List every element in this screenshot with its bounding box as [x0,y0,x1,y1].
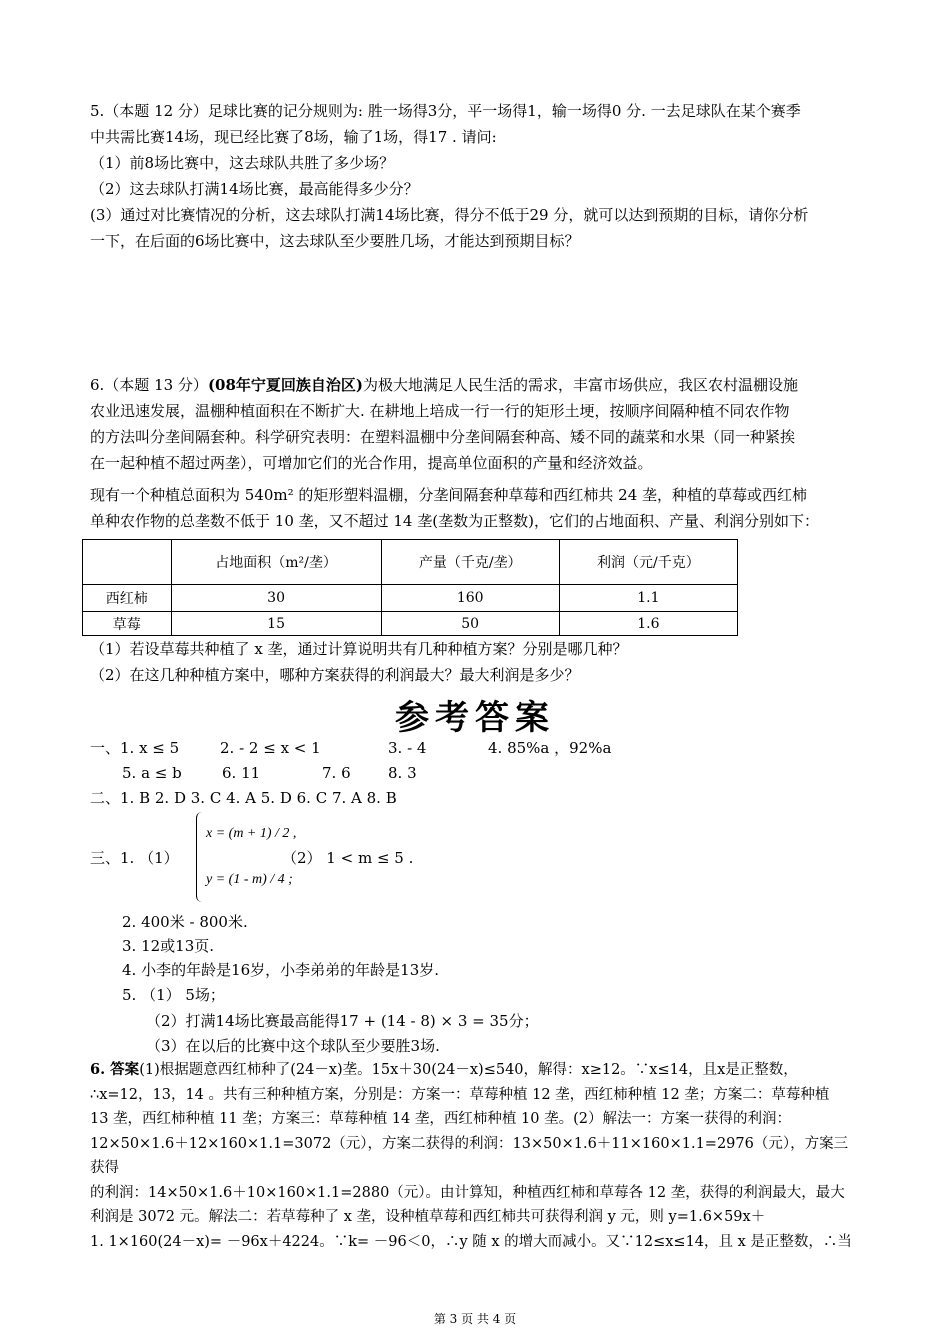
answer-6-label: 6. 答案 [90,1061,140,1078]
answers-part2: 二、1. B 2. D 3. C 4. A 5. D 6. C 7. A 8. B [90,789,397,807]
equation-brace [196,812,205,902]
answers-part3-label: 三、1. （1） [90,849,179,867]
system-eq-y: y = (1 - m) / 4 ; [206,872,293,887]
q5-line2: 中共需比赛14场，现已经比赛了8场，输了1场，得17 . 请问: [90,128,497,146]
answers-title: 参考答案 [395,698,555,738]
table-header-row [83,540,738,585]
q5-line1: 5.（本题 12 分）足球比赛的记分规则为: 胜一场得3分，平一场得1，输一场得0 分. 一去足球队在某个赛季 [90,102,801,120]
q5-line4: （2）这去球队打满14场比赛，最高能得多少分？ [90,180,419,198]
q6-sub1: （1）若设草莓共种植了 x 垄，通过计算说明共有几种种植方案？分别是哪几种？ [90,640,628,658]
answers-part1-row2: 5. a ≤ b 6. 11 7. 6 8. 3 [122,764,417,782]
answer-3-2: 2. 400米 - 800米. [122,913,248,931]
q6-p1c: 的方法叫分垄间隔套种。科学研究表明：在塑料温棚中分垄间隔套种高、矮不同的蔬菜和水果（同一种紧挨 [90,428,796,446]
answer-3-3: 3. 12或13页. [122,937,215,955]
crop-table [82,539,738,636]
answer-3-5-2: （2）打满14场比赛最高能得17 + (14 - 8) × 3 = 35分； [146,1012,539,1030]
q6-sub2: （2）在这几种种植方案中，哪种方案获得的利润最大？最大利润是多少？ [90,666,580,684]
system-eq-x: x = (m + 1) / 2 , [206,826,297,841]
q5-line6: 一下，在后面的6场比赛中，这去球队至少要胜几场，才能达到预期目标？ [90,232,580,250]
answers-part3-2: （2） 1 < m ≤ 5 . [282,849,414,867]
question-6 [90,372,862,476]
q5-line3: （1）前8场比赛中，这去球队共胜了多少场？ [90,154,395,172]
q6-p1d: 在一起种植不超过两垄），可增加它们的光合作用，提高单位面积的产量和经济效益。 [90,454,653,472]
page-footer: 第 3 页 共 4 页 [433,1312,517,1326]
q6-subquestions [90,636,862,688]
answer-3-5: 5. （1） 5场； [122,986,225,1004]
table-row: 西红柿 30 160 1.1 [83,585,738,612]
q6-p1b: 农业迅速发展，温棚种植面积在不断扩大. 在耕地上培成一行一行的矩形土埂，按顺序间隔种植不同农作物 [90,402,790,420]
question-5 [90,98,862,254]
answer-6: 6. 答案(1)根据题意西红柿种了(24－x)垄。15x＋30(24－x)≤540，解得：x≥12。∵x≤14，且x是正整数， ∴x=12，13，14 。共有三种种植方案，分别是：方案一：草莓种植 12 垄，西红柿种植 12 垄；方案二：草莓种植 13 垄，西红柿种植 11 垄；方案三：草莓种植 14 垄，西红柿种植 10 垄。(2）解法一：方案一获得的利润： 12×50×1.6＋12×160×1.1=3072（元），方案二获得的利润：13×50×1.6＋11×160×1.1=2976（元），方案三获得 的利润：14×50×1.6＋10×160×1.1=2880（元）。由计算知，种植西红柿和草莓各 12 垄，获得的利润最大，最大 利润是 3072 元。解法二：若草莓种了 x 垄，设种植草莓和西红柿共可获得利润 y 元，则 y=1.6×59x＋ 1. 1×160(24－x)= －96x＋4224。∵k= －96＜0，∴y 随 x 的增大而减小。又∵12≤x≤14，且 x 是正整数，∴当 [90,1061,852,1250]
q6-source: (08年宁夏回族自治区) [207,376,364,394]
header-yield: 产量（千克/垄） [381,540,559,585]
table-row: 草莓 15 50 1.6 [83,612,738,636]
q6-prefix: 6.（本题 13 分） [90,376,208,394]
q6-p2a: 现有一个种植总面积为 540m² 的矩形塑料温棚，分垄间隔套种草莓和西红柿共 24 垄，种植的草莓或西红柿 [90,486,808,504]
q6-p1a: 为极大地满足人民生活的需求，丰富市场供应，我区农村温棚设施 [363,376,799,394]
header-profit: 利润（元/千克） [559,540,737,585]
q5-line5: (3）通过对比赛情况的分析，这去球队打满14场比赛，得分不低于29 分，就可以达到预期的目标，请你分析 [90,206,809,224]
answer-3-4: 4. 小李的年龄是16岁，小李弟弟的年龄是13岁. [122,961,440,979]
answers-part1-row1: 一、1. x ≤ 5 2. - 2 ≤ x < 1 3. - 4 4. 85%a ，92%a [90,739,612,757]
header-area: 占地面积（m²/垄） [171,540,381,585]
q6-p2b: 单种农作物的总垄数不低于 10 垄，又不超过 14 垄(垄数为正整数)，它们的占地面积、产量、利润分别如下： [90,512,819,530]
answer-3-5-3: （3）在以后的比赛中这个球队至少要胜3场. [146,1037,440,1055]
q6-paragraph-2 [90,482,862,534]
